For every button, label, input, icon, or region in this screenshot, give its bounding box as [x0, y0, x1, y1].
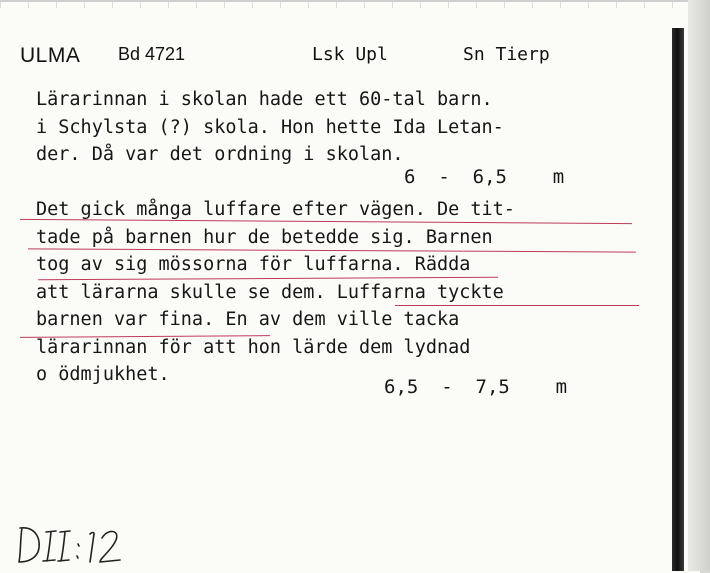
text-line: tog av sig mössorna för luffarna. Rädda — [36, 254, 471, 275]
text-line: i Schylsta (?) skola. Hon hette Ida Letan- — [36, 116, 504, 138]
card-text — [36, 86, 656, 389]
depth-range-1: 6 - 6,5 m — [404, 166, 565, 188]
background-margin — [688, 0, 710, 571]
text-line: Lärarinnan i skolan hade ett 60-tal barn. — [36, 89, 493, 110]
depth-range-2: 6,5 - 7,5 m — [384, 376, 568, 398]
text-line: tade på barnen hur de betedde sig. Barnen — [36, 226, 493, 248]
text-line: lärarinnan för att hon lärde dem lydnad — [36, 336, 471, 358]
text-line: Det gick många luffare efter vägen. De tit- — [36, 199, 515, 220]
parish-label: Sn Tierp — [463, 44, 550, 65]
text-line: barnen var fina. En av dem ville tacka — [36, 309, 460, 330]
text-line: der. Då var det ordning i skolan. — [36, 144, 404, 165]
card-binding-edge — [672, 28, 684, 571]
handwritten-signature — [16, 520, 136, 566]
record-number: Bd 4721 — [118, 44, 186, 64]
card-top-edge — [0, 2, 700, 8]
text-line: att lärarna skulle se dem. Luffarna tyckte — [36, 281, 504, 303]
province-label: Lsk Upl — [312, 44, 388, 65]
archive-code: ULMA — [20, 44, 81, 67]
text-line: o ödmjukhet. — [36, 364, 170, 385]
red-underline — [395, 305, 639, 306]
